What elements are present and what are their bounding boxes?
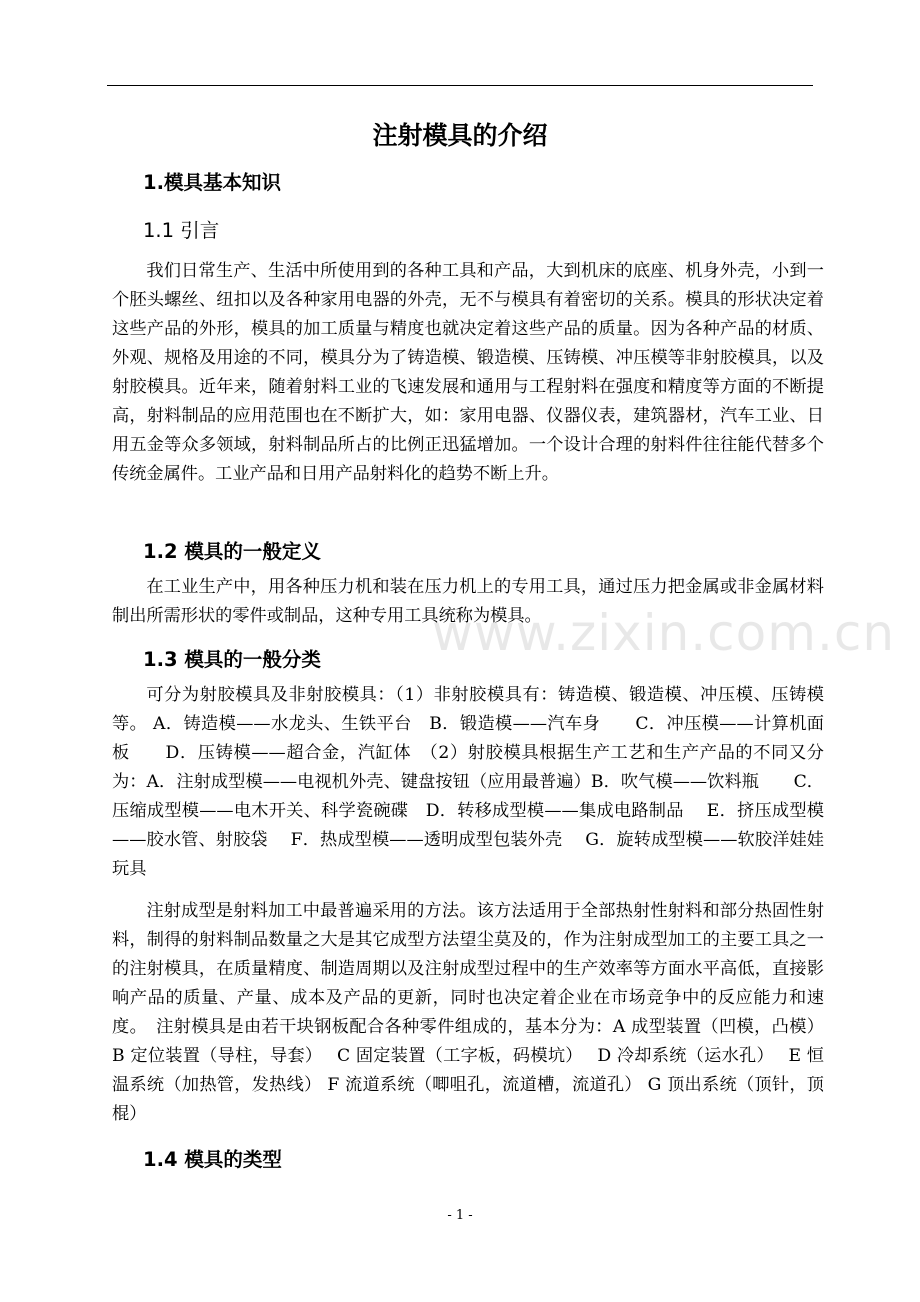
section-heading-1-4: 1.4 模具的类型 [143,1148,282,1171]
section-heading-1-3: 1.3 模具的一般分类 [143,648,321,671]
paragraph-injection-molding: 注射成型是射料加工中最普遍采用的方法。该方法适用于全部热射性射料和部分热固性射料，制得的射料制品数量之大是其它成型方法望尘莫及的，作为注射成型加工的主要工具之一的注射模具，在质量精度、制造周期以及注射成型过程中的生产效率等方面水平高低，直接影响产品的质量、产量、成本及产品的更新，同时也决定着企业在市场竞争中的反应能力和速度。 注射模具是由若干块钢板配合各种零件组成的，基本分为：A 成型装置（凹模，凸模） B 定位装置（导柱，导套） C 固定装置（工字板，码模坑） D 冷却系统（运水孔） E 恒温系统（加热管，发热线） F 流道系统（唧咀孔，流道槽，流道孔） G 顶出系统（顶针，顶棍） [112,901,824,1124]
watermark: www.zixin.com.cn [432,604,896,662]
paragraph-definition: 在工业生产中，用各种压力机和装在压力机上的专用工具，通过压力把金属或非金属材料制出所需形状的零件或制品，这种专用工具统称为模具。 [112,577,824,626]
paragraph-classification: 可分为射胶模具及非射胶模具：（1）非射胶模具有：铸造模、锻造模、冲压模、压铸模等。 A．铸造模——水龙头、生铁平台 B．锻造模——汽车身 C．冲压模——计算机面板 D．压铸模——超合金，汽缸体 （2）射胶模具根据生产工艺和生产产品的不同又分为：A．注射成型模——电视机外壳、键盘按钮（应用最普遍）B．吹气模——饮料瓶 C．压缩成型模——电木开关、科学瓷碗碟 D．转移成型模——集成电路制品 E．挤压成型模——胶水管、射胶袋 F．热成型模——透明成型包装外壳 G．旋转成型模——软胶洋娃娃玩具 [112,685,824,879]
section-heading-1-1: 1.1 引言 [143,219,220,242]
section-heading-1-2: 1.2 模具的一般定义 [143,540,321,563]
paragraph-introduction: 我们日常生产、生活中所使用到的各种工具和产品，大到机床的底座、机身外壳，小到一个胚头螺丝、纽扣以及各种家用电器的外壳，无不与模具有着密切的关系。模具的形状决定着这些产品的外形，模具的加工质量与精度也就决定着这些产品的质量。因为各种产品的材质、外观、规格及用途的不同，模具分为了铸造模、锻造模、压铸模、冲压模等非射胶模具，以及射胶模具。近年来，随着射料工业的飞速发展和通用与工程射料在强度和精度等方面的不断提高，射料制品的应用范围也在不断扩大，如：家用电器、仪器仪表，建筑器材，汽车工业、日用五金等众多领域，射料制品所占的比例正迅猛增加。一个设计合理的射料件往往能代替多个传统金属件。工业产品和日用产品射料化的趋势不断上升。 [112,261,824,484]
document-title: 注射模具的介绍 [372,121,548,150]
page-number: - 1 - [447,1208,473,1223]
section-heading-1: 1.模具基本知识 [143,171,281,194]
header-rule [107,85,813,86]
